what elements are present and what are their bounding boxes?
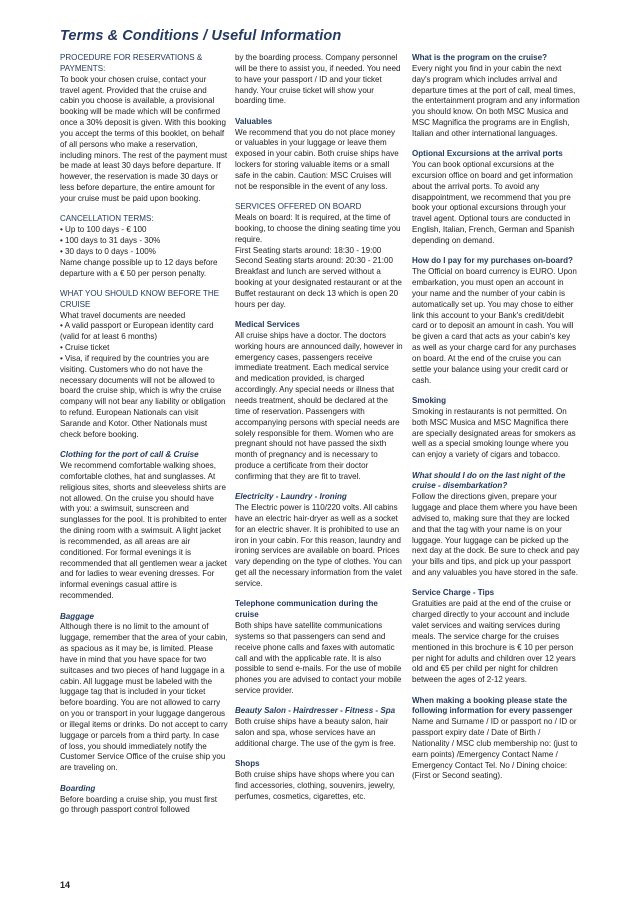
section-heading: Valuables	[235, 116, 273, 126]
section	[235, 202, 403, 310]
section	[412, 471, 580, 579]
section-body: by the boarding process. Company personnel will be there to assist you, if needed. You need to have your passport / ID and your ticket handy. Your cruise ticket will show your boarding time.	[235, 53, 401, 106]
section	[235, 759, 403, 802]
section-heading: When making a booking please state the following information for every passenger	[412, 695, 573, 716]
section-body: The Official on board currency is EURO. Upon embarkation, you must open an account in your name and the number of your cabin is automatically set up. You may chose to either link this account to your Bank's credit/debit card or to deposit an amount in cash. You will be given a card that acts as your cabin's key as well as your charge card for any purchases on board. At the end of the cruise you can settle your balance using your credit card or cash.	[412, 267, 577, 385]
section-heading: Smoking	[412, 395, 446, 405]
section-body: All cruise ships have a doctor. The doctors working hours are announced daily, however in emergency cases, passengers receive immediate treatment. Each medical service and medication provided, is charged accordingly. Any special needs or illness that needs treatment, should be declared at the time of reservation. Passengers with accompanying persons with special needs are solely responsible for them. Women who are pregnant should not have passed the sixth month of pregnancy and is necessary to produce a certificate from their doctor confirming that they are fit to travel.	[235, 330, 403, 481]
section-heading: Clothing for the port of call & Cruise	[60, 450, 199, 460]
section	[235, 53, 403, 107]
section	[60, 289, 228, 441]
section-heading: Boarding	[60, 783, 96, 793]
section-heading: Electricity - Laundry - Ironing	[235, 492, 347, 502]
section	[412, 696, 580, 783]
section	[60, 53, 228, 205]
section-body: We recommend comfortable walking shoes, comfortable clothes, hat and sunglasses. At religious sites, shorts and sleeveless shirts are not allowed. On the cruise you should have with you: a swimsuit, sunscreen and sunglasses for the pool. It is prohibited to enter the dining room with a swimsuit. A light jacket is recommended, as all areas are air conditioned. For formal evenings it is recommended that all gentlemen wear a jacket and for ladies to wear evening dresses. For informal evenings casual attire is recommended.	[60, 461, 227, 601]
section	[412, 149, 580, 247]
section-heading: PROCEDURE FOR RESERVATIONS & PAYMENTS:	[60, 53, 203, 73]
section	[412, 256, 580, 386]
section-body: Although there is no limit to the amount of luggage, remember that the area of your cabin, as spacious as it may be, is limited. Please have in mind that you have space for two suitcases and two pieces of hand luggage in a cabin. All luggage must be labeled with the luggage tag that is included in your ticket before boarding. You are not allowed to carry on you or transport in your luggage dangerous or illegal items or drinks. Do not accept to carry luggage or parcels from a third party. In case of loss, you should immediately notify the Customer Service Office of the cruise ship you are traveling on.	[60, 622, 228, 773]
column-3	[412, 53, 580, 792]
section-body: Smoking in restaurants is not permitted. On both MSC Musica and MSC Magnifica there are specially designated areas for smokers as well as a special smoking lounge where you can enjoy a variety of cigars and tobacco.	[412, 406, 576, 460]
section	[60, 784, 228, 817]
section-heading: Medical Services	[235, 320, 300, 330]
section-body: Both cruise ships have a beauty salon, hair salon and spa, whose services have an additional charge. The use of the gym is free.	[235, 717, 396, 748]
section-body: Meals on board: It is required, at the time of booking, to choose the dining seating time you require. First Seating starts around: 18:30 - 19:00 Second Seating starts around: 20:30 - 21:00 Breakfast and lunch are served without a booking at your designated restaurant or at the Buffet restaurant on deck 13 which is open 20 hours per day.	[235, 212, 402, 309]
section-body: What travel documents are needed • A valid passport or European identity card (valid for at least 6 months) • Cruise ticket • Visa, if required by the countries you are visiting. Customers who do not have the necessary documents will not be allowed to board the cruise ship, which is why the cruise company will not bear any liability or obligation to refund. European Nationals can visit Sarande and Kotor. Other Nationals must check before booking.	[60, 310, 226, 439]
section-body: To book your chosen cruise, contact your travel agent. Provided that the cruise and cabin you choose is available, a provisional booking will be made which will be confirmed once a 30% deposit is given. With this booking you accept the terms of this booklet, on behalf of all persons who make a reservation, including minors. The rest of the payment must be made at least 30 days before departure. If however, the reservation is made 30 days or less before departure, the entire amount for your cruise must be paid upon booking.	[60, 74, 228, 203]
section	[412, 588, 580, 686]
section-body: Both ships have satellite communications systems so that passengers can send and receive phone calls and faxes with automatic call and with the applicable rate. It is also possible to send e-mails. For the use of mobile phones you are advised to contact your mobile service provider.	[235, 621, 402, 696]
section-body: Before boarding a cruise ship, you must first go through passport control followed	[60, 794, 217, 815]
section	[60, 214, 228, 279]
section-heading: Optional Excursions at the arrival ports	[412, 149, 563, 159]
section-body: We recommend that you do not place money or valuables in your luggage or leave them exposed in your cabin. Both cruise ships have lockers for storing valuable items or a small safe in the cabin. Caution: MSC Cruises will not be responsible in the event of any loss.	[235, 127, 399, 191]
section-heading: CANCELLATION TERMS:	[60, 214, 154, 224]
section-heading: Baggage	[60, 611, 94, 621]
section-heading: Shops	[235, 759, 260, 769]
section-body: Every night you find in your cabin the next day's program which includes arrival and departure times at the port of call, meal times, the entertainment program and any information you should know. On both MSC Musica and MSC Magnifica the programs are in English, Italian and other international languages.	[412, 63, 580, 138]
page-number: 14	[60, 880, 71, 890]
section	[412, 53, 580, 140]
section-heading: SERVICES OFFERED ON BOARD	[235, 202, 362, 212]
section	[235, 320, 403, 483]
section	[235, 706, 403, 749]
column-1	[60, 53, 228, 826]
section-heading: Beauty Salon - Hairdresser - Fitness - Spa	[235, 706, 396, 716]
section	[412, 396, 580, 461]
section-body: Follow the directions given, prepare your luggage and place them where you have been advised to, making sure that they are locked and that the tag with your name is on your luggage. Your luggage can be picked up the next day at the dock. Be sure to check and pay your bills and tips, and pick up your passport and any valuables you have stored in the safe.	[412, 492, 580, 578]
section-heading: WHAT YOU SHOULD KNOW BEFORE THE CRUISE	[60, 288, 220, 309]
section	[235, 117, 403, 193]
section-heading: Telephone communication during the cruise	[235, 599, 378, 620]
section	[235, 492, 403, 590]
section-heading: What is the program on the cruise?	[412, 53, 548, 62]
section-body: Gratuities are paid at the end of the cruise or charged directly to your account and include valet services and waiting services during meals. The service charge for the cruises mentioned in this brochure is € 10 per person per night for adults and children over 12 years old and €5 per child per night for children between the ages of 2-12 years.	[412, 599, 576, 685]
section-heading: Service Charge - Tips	[412, 588, 495, 598]
section-body: Both cruise ships have shops where you can find accessories, clothing, souvenirs, jewelry, perfumes, cosmetics, cigarettes, etc.	[235, 770, 395, 801]
section-body: The Electric power is 110/220 volts. All cabins have an electric hair-dryer as well as a socket for an electric shaver. It is prohibited to use an iron in your cabin. For this reason, laundry and ironing services are available on board. Prices vary depending on the type of clothes. You can get all the necessary information from the valet service.	[235, 503, 402, 588]
section-heading: What should I do on the last night of the cruise - disembarkation?	[412, 470, 566, 491]
section-body: Name and Surname / ID or passport no / ID or passport expiry date / Date of Birth / Nationality / MSC club membership no: (just to earn points) /Emergency Contact Name / Emergency Contact Tel. No / Dining choice: (First or Second seating).	[412, 717, 578, 781]
section	[235, 599, 403, 697]
section-heading: How do I pay for my purchases on-board?	[412, 256, 573, 266]
page-title: Terms & Conditions / Useful Information	[60, 28, 342, 44]
section-body: You can book optional excursions at the excursion office on board and get information about the arrival ports. To avoid any disappointment, we recommend that you pre book your optional excursions through your travel agent. Optional tours are conducted in English, Italian, French, German and Spanish depending on demand.	[412, 160, 575, 245]
column-2	[235, 53, 403, 812]
section	[60, 612, 228, 775]
section	[60, 450, 228, 602]
section-body: • Up to 100 days - € 100 • 100 days to 31 days - 30% • 30 days to 0 days - 100% Name change possible up to 12 days before departure with a € 50 per person penalty.	[60, 225, 218, 278]
